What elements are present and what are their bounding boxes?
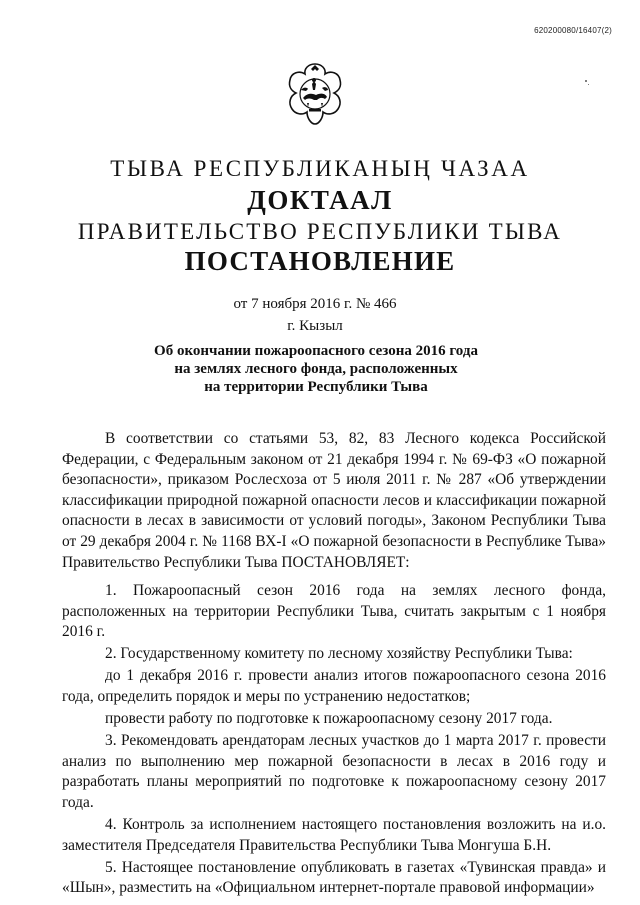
preamble xyxy=(62,429,606,573)
scan-speck xyxy=(588,84,589,85)
decree-item: до 1 декабря 2016 г. провести анализ итогов пожароопасного сезона 2016 года, определить порядок и меры по устранению недостатков; xyxy=(62,667,606,705)
document-code: 620200080/16407(2) xyxy=(534,26,612,35)
preamble-paragraph: В соответствии со статьями 53, 82, 83 Лесного кодекса Российской Федерации, с Федеральным законом от 21 декабря 1994 г. № 69-ФЗ «О пожарной безопасности», приказом Рослесхоза от 5 июля 2011 г. № 287 «Об утверждении классификации природной пожарной опасности лесов и классификации пожарной опасности в лесах в зависимости от условий погоды», Законом Республики Тыва от 29 декабря 2004 г. № 1168 ВХ-I «О пожарной безопасности в Республике Тыва» Правительство Республики Тыва ПОСТАНОВЛЯЕТ: xyxy=(62,430,606,571)
government-title-russian: ПРАВИТЕЛЬСТВО РЕСПУБЛИКИ ТЫВА xyxy=(77,219,563,244)
decree-type-russian: ПОСТАНОВЛЕНИЕ xyxy=(184,246,456,276)
decree-title-line: Об окончании пожароопасного сезона 2016 года xyxy=(154,343,478,359)
decree-item: 1. Пожароопасный сезон 2016 года на землях лесного фонда, расположенных на территории Республики Тыва, считать закрытым с 1 ноября 2016 г. xyxy=(62,582,606,641)
scan-speck xyxy=(585,80,587,82)
decree-item: провести работу по подготовке к пожароопасному сезону 2017 года. xyxy=(105,710,553,728)
decree-type-tyvan: ДОКТААЛ xyxy=(247,185,393,215)
decree-item: 4. Контроль за исполнением настоящего постановления возложить на и.о. заместителя Председателя Правительства Республики Тыва Монгуша Б.Н. xyxy=(62,816,606,854)
decree-item: 3. Рекомендовать арендаторам лесных участков до 1 марта 2017 г. провести анализ по выполнению мер пожарной безопасности в лесах в 2016 году и разработать планы мероприятий по подготовке к пожароопасному сезону 2017 года. xyxy=(62,732,606,811)
decree-city: г. Кызыл xyxy=(287,318,343,334)
decree-title xyxy=(0,342,632,396)
decree-item: 5. Настоящее постановление опубликовать в газетах «Тувинская правда» и «Шын», разместить на «Официальном интернет-портале правовой информации» xyxy=(62,858,606,897)
decree-title-line: на землях лесного фонда, расположенных xyxy=(174,361,458,377)
decree-date-number: от 7 ноября 2016 г. № 466 xyxy=(233,296,397,312)
decree-title-line: на территории Республики Тыва xyxy=(204,379,428,395)
coat-of-arms-icon xyxy=(281,60,349,128)
decree-items xyxy=(62,581,606,900)
government-title-tyvan: ТЫВА РЕСПУБЛИКАНЫҢ ЧАЗАА xyxy=(110,156,530,181)
decree-item: 2. Государственному комитету по лесному хозяйству Республики Тыва: xyxy=(105,645,573,663)
